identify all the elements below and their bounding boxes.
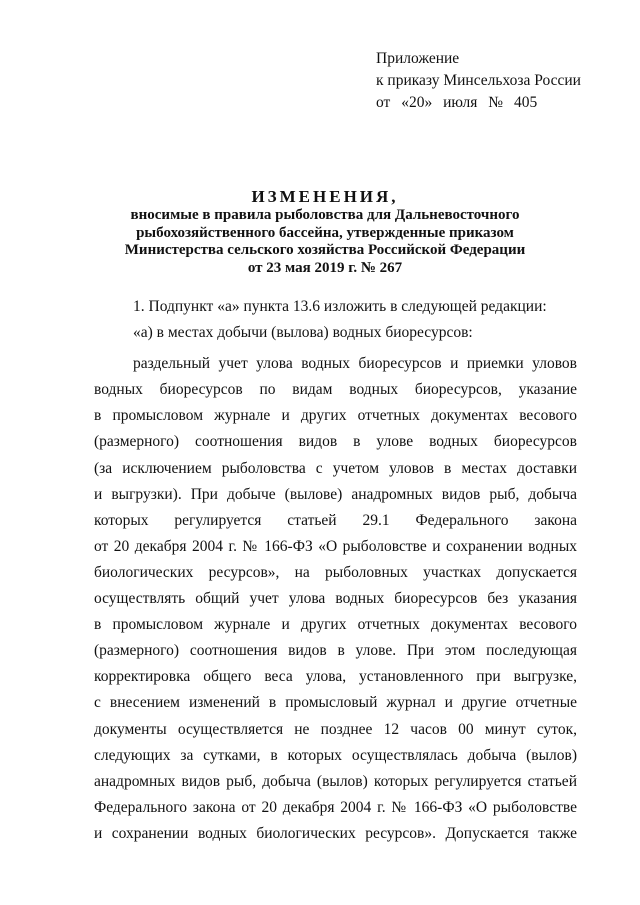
item-1-text: 1. Подпункт «а» пункта 13.6 изложить в следующей редакции: <box>133 298 547 315</box>
appendix-order-ref: к приказу Минсельхоза России <box>376 72 581 89</box>
item-1a-text: «а) в местах добычи (вылова) водных биоресурсов: <box>133 324 473 342</box>
body-line: от 20 декабря 2004 г. № 166-ФЗ «О рыболовстве и сохранении водных <box>94 537 577 555</box>
heading-line-1: вносимые в правила рыболовства для Дальневосточного <box>130 207 520 223</box>
body-line: следующих за сутками, в которых осуществлялась добыча (вылов) <box>94 746 577 764</box>
body-line: в промысловом журнале и других отчетных документах весового <box>94 407 577 425</box>
document-heading <box>100 187 550 277</box>
body-line: в промысловом журнале и других отчетных документах весового <box>94 616 577 634</box>
body-line: биологических ресурсов», на рыболовных участках допускается <box>94 563 577 581</box>
body-line: которых регулируется статьей 29.1 Федерального закона <box>94 511 577 529</box>
body-line: водных биоресурсов по видам водных биоресурсов, указание <box>94 381 577 399</box>
heading-line-2: рыбохозяйственного бассейна, утвержденные приказом <box>136 224 514 241</box>
body-line: осуществлять общий учет улова водных биоресурсов без указания <box>94 590 577 608</box>
body-line: и выгрузки). При добыче (вылове) анадромных видов рыб, добыча <box>94 485 577 503</box>
body-line: анадромных видов рыб, добыча (вылов) которых регулируется статьей <box>94 772 577 790</box>
body-line: и сохранении водных биологических ресурсов». Допускается также <box>94 824 577 842</box>
body-line: корректировка общего веса улова, установленного при выгрузке, <box>94 668 577 686</box>
body-line: раздельный учет улова водных биоресурсов и приемки уловов <box>133 355 577 373</box>
appendix-label: Приложение <box>376 50 460 67</box>
body-line: с внесением изменений в промысловый журнал и другие отчетные <box>94 694 577 712</box>
body-line: (размерного) соотношения видов в улове. При этом последующая <box>94 642 577 660</box>
heading-line-4: от 23 мая 2019 г. № 267 <box>247 259 403 276</box>
body-line: (за исключением рыболовства с учетом уловов в местах доставки <box>94 459 577 477</box>
document-title: ИЗМЕНЕНИЯ, <box>251 187 399 206</box>
heading-line-3: Министерства сельского хозяйства Российской Федерации <box>124 242 526 258</box>
document-body <box>94 294 577 847</box>
appendix-order-date: от «20» июля № 405 <box>376 94 538 111</box>
body-line: Федерального закона от 20 декабря 2004 г. № 166-ФЗ «О рыболовстве <box>94 798 577 816</box>
appendix-block <box>376 48 581 114</box>
body-line: (размерного) соотношения видов в улове водных биоресурсов <box>94 433 577 451</box>
body-line: документы осуществляется не позднее 12 часов 00 минут суток, <box>94 720 577 738</box>
